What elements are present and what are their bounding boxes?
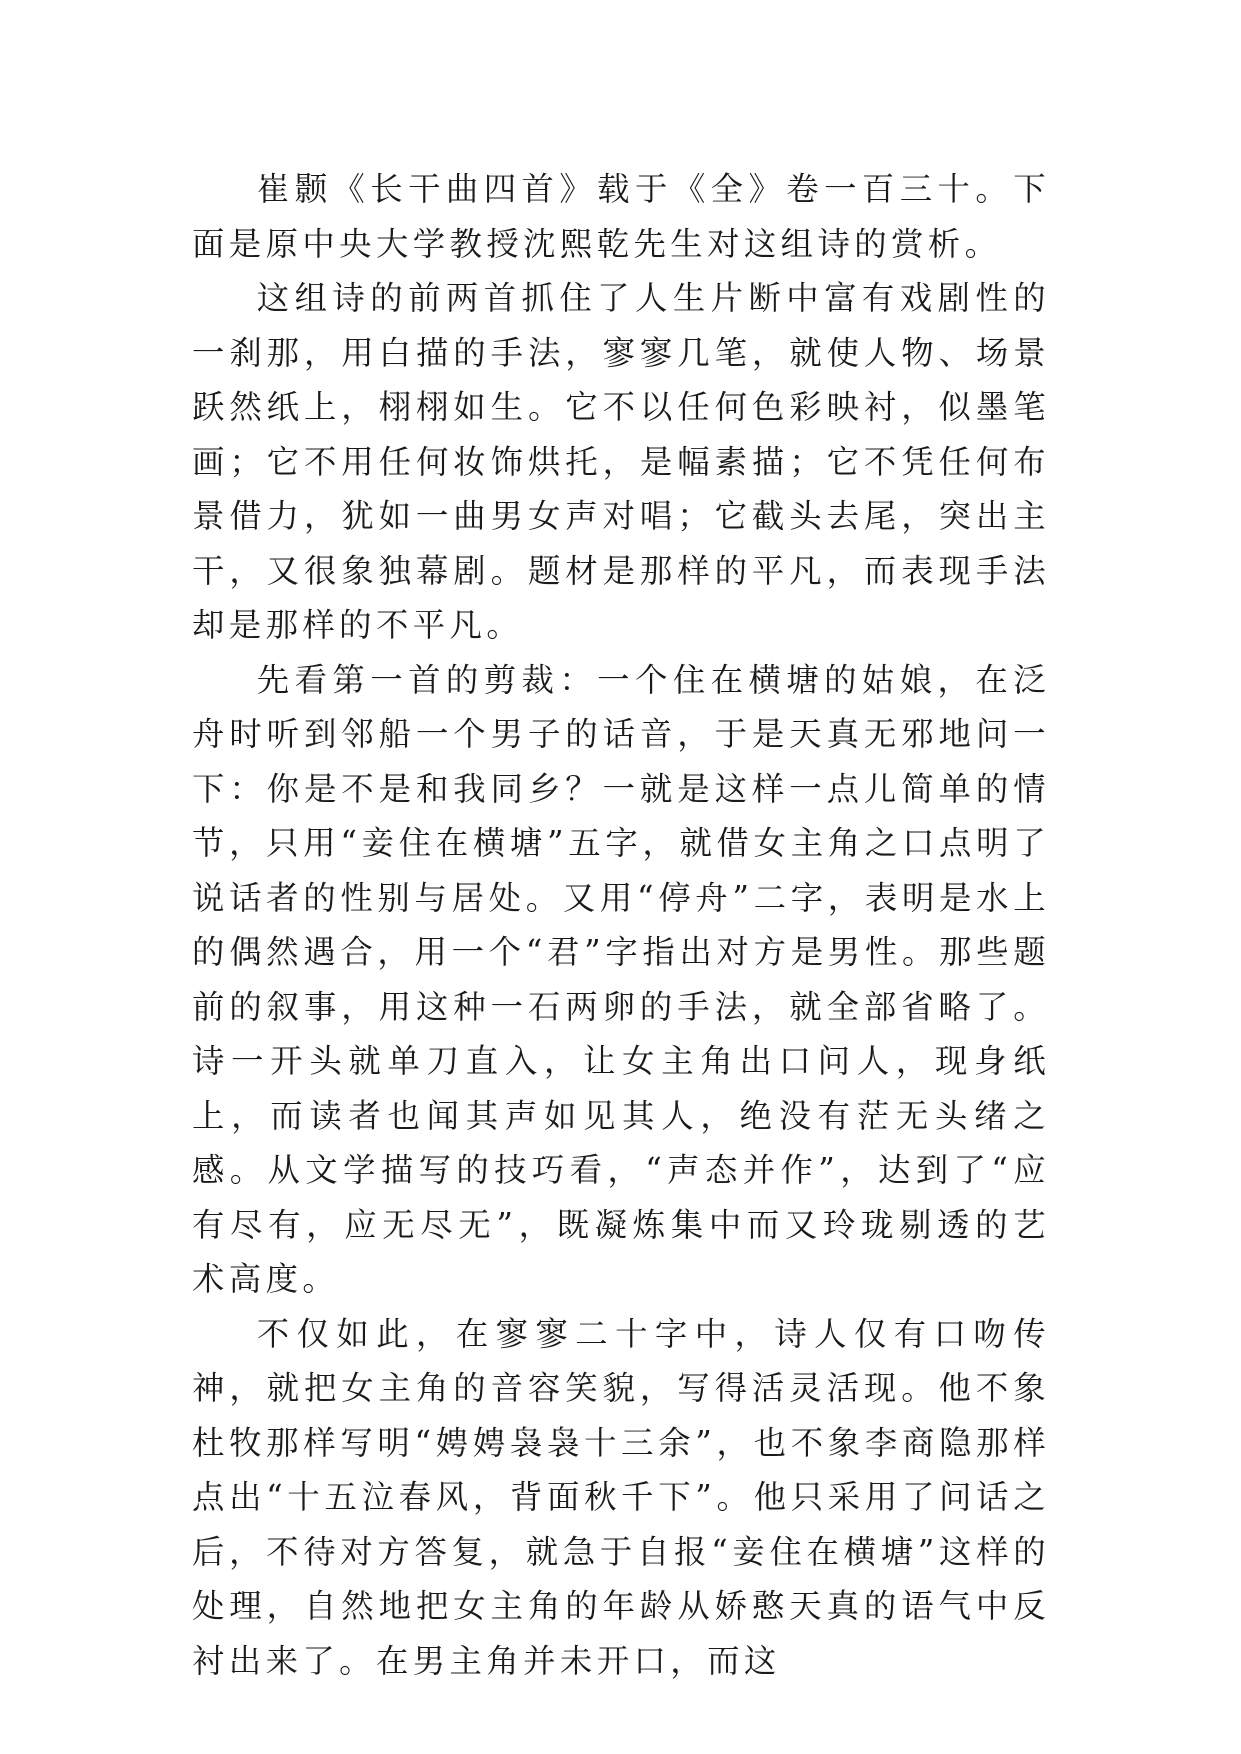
body-text	[192, 162, 1050, 1688]
paragraph-2: 这组诗的前两首抓住了人生片断中富有戏剧性的一刹那，用白描的手法，寥寥几笔，就使人物、场景跃然纸上，栩栩如生。它不以任何色彩映衬，似墨笔画；它不用任何妆饰烘托，是幅素描；它不凭任何布景借力，犹如一曲男女声对唱；它截头去尾，突出主干，又很象独幕剧。题材是那样的平凡，而表现手法却是那样的不平凡。	[192, 279, 1050, 644]
paragraph-1: 崔颢《长干曲四首》载于《全》卷一百三十。下面是原中央大学教授沈熙乾先生对这组诗的赏析。	[192, 170, 1050, 263]
paragraph-4: 不仅如此，在寥寥二十字中，诗人仅有口吻传神，就把女主角的音容笑貌，写得活灵活现。他不象杜牧那样写明“娉娉袅袅十三余”，也不象李商隐那样点出“十五泣春风，背面秋千下”。他只采用了问话之后，不待对方答复，就急于自报“妾住在横塘”这样的处理，自然地把女主角的年龄从娇憨天真的语气中反衬出来了。在男主角并未开口，而这	[192, 1314, 1050, 1680]
paragraph-3: 先看第一首的剪裁：一个住在横塘的姑娘，在泛舟时听到邻船一个男子的话音，于是天真无邪地问一下：你是不是和我同乡？一就是这样一点儿简单的情节，只用“妾住在横塘”五字，就借女主角之口点明了说话者的性别与居处。又用“停舟”二字，表明是水上的偶然遇合，用一个“君”字指出对方是男性。那些题前的叙事，用这种一石两卵的手法，就全部省略了。诗一开头就单刀直入，让女主角出口问人，现身纸上，而读者也闻其声如见其人，绝没有茫无头绪之感。从文学描写的技巧看，“声态并作”，达到了“应有尽有，应无尽无”，既凝炼集中而又玲珑剔透的艺术高度。	[192, 660, 1050, 1298]
